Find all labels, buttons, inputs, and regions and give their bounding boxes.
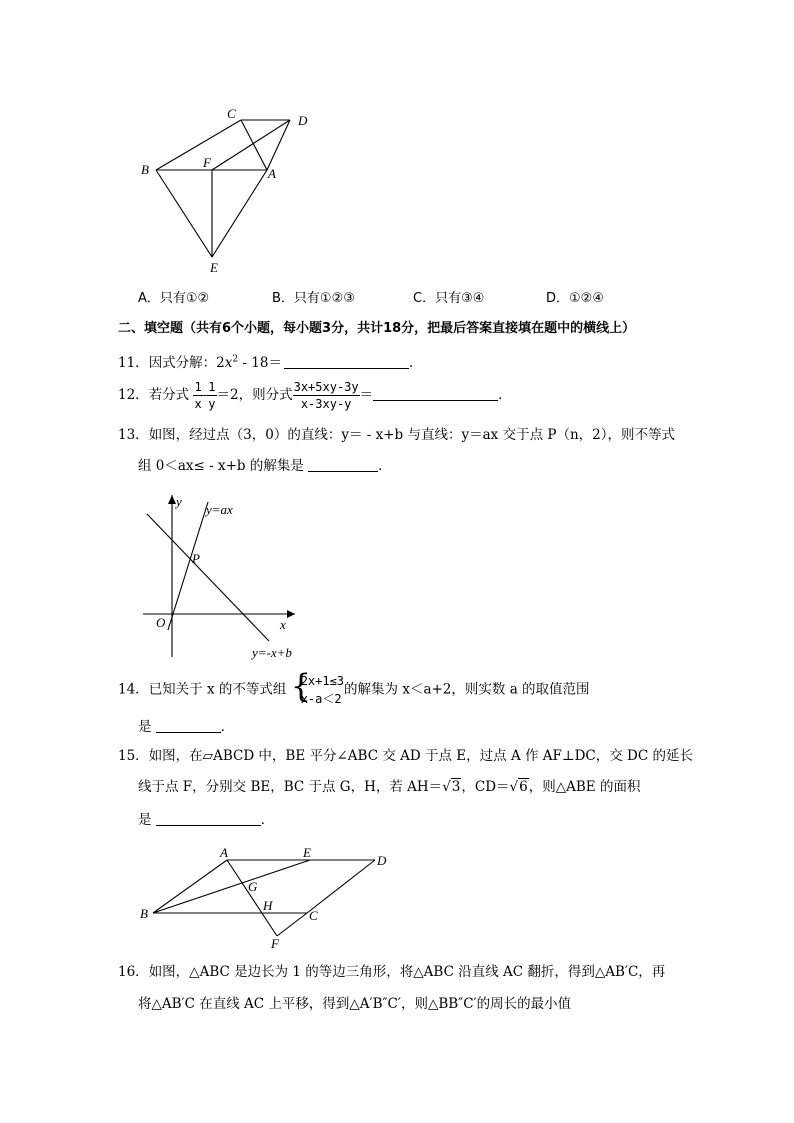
question-16-line1 bbox=[118, 966, 665, 980]
option-c: C．只有③④ bbox=[413, 291, 485, 306]
q11-text: 因式分解：2 bbox=[148, 355, 225, 371]
q11-exp: 2 bbox=[232, 354, 239, 365]
label-d: D bbox=[298, 113, 308, 128]
line-xb-label: y=-x+b bbox=[252, 645, 292, 660]
figure-parallelogram bbox=[135, 840, 395, 955]
y-axis-arrow bbox=[168, 495, 176, 504]
q16-text-1: 如图，△ABC 是边长为 1 的等边三角形，将△ABC 沿直线 AC 翻折，得到△AB′C，再 bbox=[148, 964, 666, 980]
q12-lead: 若分式 bbox=[148, 387, 190, 403]
section-heading: 二、填空题（共有6个小题，每小题3分，共计18分，把最后答案直接填在题中的横线上） bbox=[118, 321, 636, 336]
inequality-system: { 2x+1≤3 x-a＜2 bbox=[290, 667, 345, 706]
label-g: G bbox=[248, 879, 258, 894]
label-d: D bbox=[377, 853, 387, 868]
segment-be bbox=[153, 860, 310, 913]
q15-text-1: 如图，在▱ABCD 中，BE 平分∠ABC 交 AD 于点 E，过点 A 作 AF⊥DC，交 DC 的延长 bbox=[148, 748, 693, 764]
q13-number: 13． bbox=[118, 427, 149, 443]
x-axis-arrow bbox=[287, 610, 295, 618]
question-15-line1 bbox=[118, 750, 693, 764]
q16-number: 16． bbox=[118, 964, 149, 980]
q11-text-after: - 18＝ bbox=[238, 355, 282, 371]
option-d: D．①②④ bbox=[546, 291, 604, 306]
label-c: C bbox=[227, 106, 236, 121]
q11-var: x bbox=[224, 355, 233, 371]
fraction-1-over-x: $\frac{1}{x}$ bbox=[194, 380, 202, 411]
q15-answer-blank[interactable] bbox=[156, 812, 261, 826]
q15-line3: 是 bbox=[138, 812, 152, 828]
figure-quadrilateral bbox=[135, 100, 335, 280]
x-axis-label: x bbox=[280, 617, 286, 632]
question-15-line2 bbox=[138, 781, 640, 795]
fraction-expression: $\frac{3x+5xy-3y}{x-3xy-y}$ bbox=[293, 380, 359, 411]
question-14 bbox=[118, 667, 590, 708]
q13-answer-blank[interactable] bbox=[308, 458, 378, 472]
q12-eq: ＝ bbox=[359, 387, 374, 403]
q15-text-2b: ，CD＝ bbox=[461, 779, 510, 795]
segment-ab bbox=[153, 860, 227, 913]
q14-number: 14． bbox=[118, 681, 149, 698]
q16-text-2: 将△AB′C 在直线 AC 上平移，得到△A′B″C′，则△BB″C′的周长的最小值 bbox=[138, 996, 572, 1012]
label-a: A bbox=[268, 166, 276, 181]
label-b: B bbox=[140, 906, 148, 921]
q15-end: ． bbox=[260, 812, 275, 828]
fraction-1-over-y: $\frac{1}{y}$ bbox=[208, 380, 216, 411]
q14-lead: 已知关于 x 的不等式组 bbox=[148, 681, 287, 698]
q15-text-2c: ，则△ABE 的面积 bbox=[528, 779, 641, 795]
label-f: F bbox=[203, 155, 211, 170]
q14-line2: 是 bbox=[138, 719, 152, 735]
question-13-line1 bbox=[118, 429, 675, 443]
label-h: H bbox=[263, 898, 273, 913]
q12-number: 12． bbox=[118, 387, 149, 403]
option-b: B．只有①②③ bbox=[272, 291, 355, 306]
q15-text-2a: 线于点 F，分别交 BE，BC 于点 G，H，若 AH＝ bbox=[138, 779, 443, 795]
segment-ca bbox=[241, 120, 267, 170]
q11-answer-blank[interactable] bbox=[284, 355, 409, 369]
label-f: F bbox=[271, 936, 279, 951]
q13-end: ． bbox=[378, 458, 392, 474]
segment-be bbox=[156, 170, 212, 257]
sqrt-6: √6 bbox=[509, 779, 528, 795]
q11-number: 11． bbox=[118, 355, 149, 371]
segment-cf bbox=[277, 913, 307, 936]
question-15-line3 bbox=[138, 812, 274, 828]
q12-minus: - bbox=[202, 387, 208, 403]
segment-bc bbox=[156, 120, 241, 170]
question-11 bbox=[118, 355, 422, 371]
origin-label: O bbox=[156, 615, 166, 630]
q14-end: ． bbox=[220, 719, 235, 735]
q13-text: 如图，经过点（3，0）的直线：y＝ - x+b 与直线：y＝ax 交于点 P（n，2），则不等式 bbox=[148, 427, 675, 443]
y-axis-label: y bbox=[176, 494, 182, 509]
point-p-label: P bbox=[192, 551, 200, 566]
question-16-line2 bbox=[138, 998, 571, 1012]
segment-dc bbox=[307, 860, 375, 913]
label-e: E bbox=[303, 845, 311, 860]
q12-end: ． bbox=[498, 387, 512, 403]
q13-text-2: 组 0＜ax≤ - x+b 的解集是 bbox=[138, 458, 304, 474]
q15-number: 15． bbox=[118, 748, 149, 764]
line-ax bbox=[168, 502, 208, 630]
question-12 bbox=[118, 381, 512, 410]
label-b: B bbox=[141, 162, 149, 177]
q14-tail: 的解集为 x＜a+2，则实数 a 的取值范围 bbox=[344, 681, 590, 698]
q12-mid: ＝2，则分式 bbox=[216, 387, 293, 403]
label-e: E bbox=[210, 260, 218, 275]
question-13-line2 bbox=[138, 458, 392, 474]
line-ax-label: y=ax bbox=[206, 502, 233, 517]
question-14-line2 bbox=[138, 719, 234, 735]
option-a: A．只有①② bbox=[138, 291, 210, 306]
q12-answer-blank[interactable] bbox=[373, 387, 498, 401]
label-c: C bbox=[309, 908, 318, 923]
sqrt-3: √3 bbox=[442, 779, 461, 795]
q11-end: ． bbox=[408, 355, 423, 371]
q14-answer-blank[interactable] bbox=[156, 719, 221, 733]
segment-ae bbox=[212, 170, 267, 257]
figure-lines-graph bbox=[135, 487, 315, 667]
label-a: A bbox=[220, 845, 228, 860]
